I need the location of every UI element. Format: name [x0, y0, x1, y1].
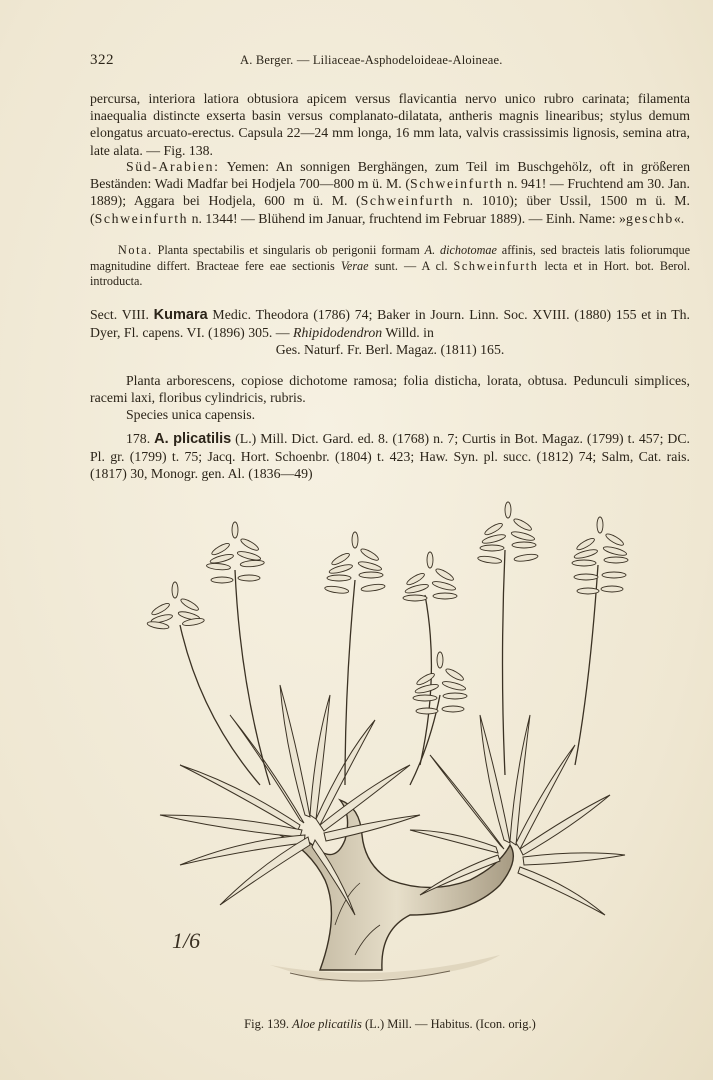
section-citation: Medic. Theodora (1786) 74; Baker in Journ. Linn. Soc. XVIII. (1880) 155 et in Th. Dyer, Fl. capens. VI. (1896) 305. — — [90, 307, 690, 341]
aloe-illustration — [120, 485, 660, 1005]
running-title: A. Berger. — Liliaceae-Asphodeloideae-Aloineae. — [240, 53, 503, 67]
species-references: (L.) Mill. Dict. Gard. ed. 8. (1768) n. 7; Curtis in Bot. Magaz. (1799) t. 457; DC. Pl. gr. (1799) t. 75; Jacq. Hort. Schoenbr. (1804) t. 423; Haw. Syn. pl. succ. (1812) 74; Salm, Cat. rais. (1817) 30, Monogr. gen. Al. (1836—49) — [90, 431, 690, 482]
species-epithet: plicatilis — [168, 431, 232, 447]
caption-suffix: (L.) Mill. — Habitus. (Icon. orig.) — [361, 1017, 536, 1031]
note-part: affinis, sed bracteis latis foliorumque magnitudine differt. Bracteae fere eae sectionis — [90, 243, 690, 273]
section-name: Kumara — [153, 307, 208, 323]
vernacular-name: geschb — [625, 210, 674, 226]
synonym-name: Rhipidodendron — [293, 325, 383, 341]
diagnosis-paragraph — [90, 372, 690, 424]
collector-name: Schweinfurth — [453, 258, 539, 273]
figure-caption — [90, 1017, 690, 1032]
caption-prefix: Fig. 139. — [244, 1017, 293, 1031]
section-citation: Willd. in — [382, 325, 434, 341]
flower-stalks — [180, 550, 598, 785]
region-label: Süd-Arabien: — [126, 159, 220, 174]
section-citation-continued: Ges. Naturf. Fr. Berl. Magaz. (1811) 165. — [275, 342, 505, 358]
distribution-paragraph — [90, 158, 690, 227]
species-genus: A. — [154, 431, 169, 447]
note-part: Planta spectabilis et singularis ob perigonii formam — [152, 243, 425, 257]
note-paragraph — [90, 243, 690, 290]
species-reference: A. dichotomae — [424, 243, 497, 257]
species-number: 178. — [126, 431, 155, 446]
collector-name: Schweinfurth — [360, 193, 455, 209]
collector-name: Schweinfurth — [409, 176, 504, 192]
description-text: percursa, interiora latiora obtusiora apicem versus flavicantia nervo unico rubro carinata; filamenta inaequalia distincte exserta basin versus complanato-dilatata, antheris magnis linearibus; stylus demum elongatus arcuato-erectus. Capsula 22—24 mm longa, 16 mm lata, valvis crassissimis lignosis, semina atra, late alata. — Fig. 138. — [90, 91, 690, 158]
distribution-text — [90, 158, 690, 227]
note-text — [90, 243, 690, 290]
plant-trunk — [280, 800, 513, 970]
section-reference: Verae — [340, 258, 369, 273]
section-text — [90, 306, 690, 341]
racemes — [147, 502, 628, 714]
distribution-part: «. — [673, 210, 685, 226]
description-paragraph — [90, 90, 690, 159]
species-count: Species unica capensis. — [126, 407, 256, 423]
diagnosis-text: Planta arborescens, copiose dichotome ramosa; folia disticha, lorata, obtusa. Pedunculi simplices, racemi laxi, floribus cylindricis, rubris. — [90, 373, 690, 406]
note-label: Nota. — [118, 243, 153, 257]
species-entry — [90, 430, 690, 483]
caption-species: Aloe plicatilis — [292, 1017, 362, 1031]
page-number: 322 — [90, 52, 114, 68]
right-leaf-fan — [410, 715, 625, 915]
section-heading-paragraph — [90, 306, 690, 359]
running-head — [90, 52, 690, 72]
distribution-part: n. 941! — Fruchtend am 30. Jan. 1889); Aggara bei Hodjela, 600 m ü. M. ( — [90, 176, 690, 209]
distribution-part: n. 1344! — Blühend im Januar, fruchtend im Februar 1889). — Einh. Name: » — [188, 210, 626, 226]
note-part: sunt. — A cl. — [368, 258, 454, 273]
figure-scale: 1/6 — [172, 928, 201, 953]
species-citation — [90, 430, 690, 483]
note-part: lecta et in Hort. bot. Berol. introducta. — [90, 258, 690, 288]
ground-shadow — [270, 955, 500, 981]
distribution-part: n. 1010); über Ussil, 1500 m ü. M. ( — [90, 193, 690, 226]
section-prefix: Sect. VIII. — [90, 307, 154, 322]
distribution-part: Yemen: An sonnigen Berghängen, zum Teil im Buschgehölz, oft in größeren Beständen: Wadi Madfar bei Hodjela 700—800 m ü. M. ( — [90, 159, 690, 192]
collector-name: Schweinfurth — [94, 210, 189, 226]
